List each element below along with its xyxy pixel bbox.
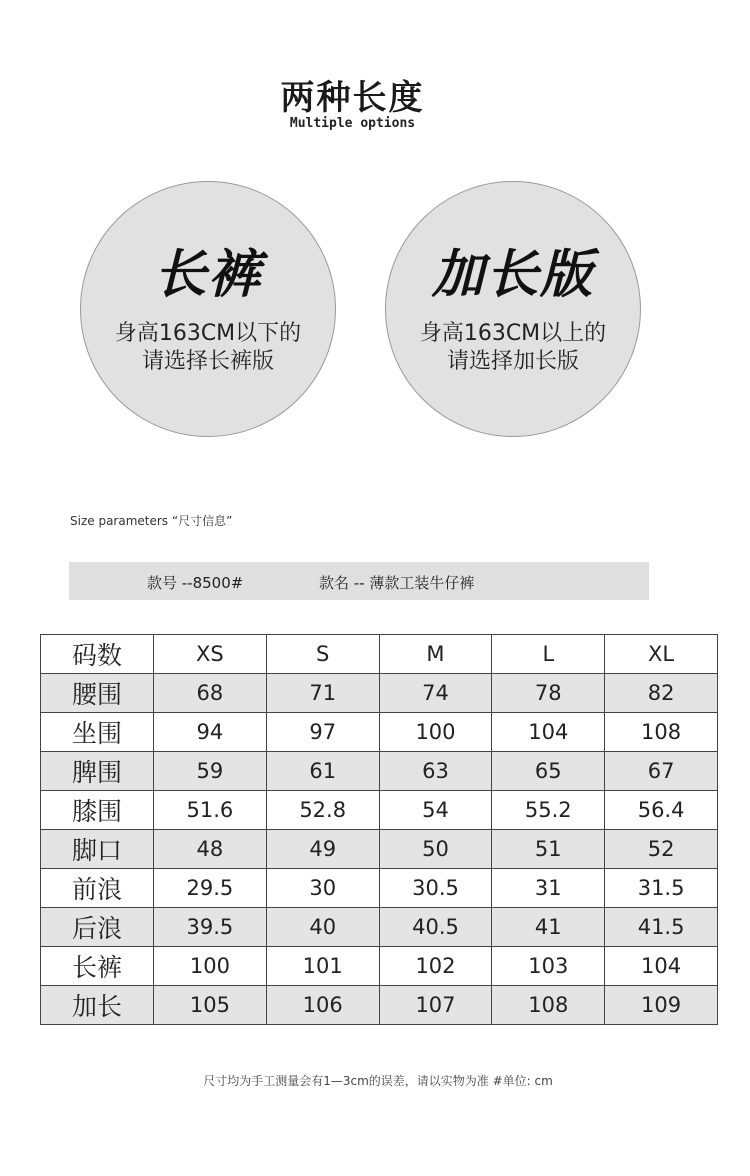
option-advice: 请选择加长版: [446, 349, 579, 374]
measurement-cell: 65: [492, 752, 605, 791]
measurement-cell: 52.8: [266, 791, 379, 830]
measurement-cell: 30.5: [379, 869, 492, 908]
measurement-cell: 31: [492, 869, 605, 908]
measurement-cell: 63: [379, 752, 492, 791]
measurement-cell: 51.6: [154, 791, 267, 830]
table-row: [41, 947, 718, 986]
row-label-cell: 长裤: [41, 947, 154, 986]
row-label-cell: 后浪: [41, 908, 154, 947]
measurement-cell: 100: [379, 713, 492, 752]
measurement-cell: 31.5: [605, 869, 718, 908]
row-label-cell: 腰围: [41, 674, 154, 713]
style-info-bar: [69, 562, 649, 600]
measurement-cell: 61: [266, 752, 379, 791]
measurement-cell: 108: [492, 986, 605, 1025]
measurement-cell: 101: [266, 947, 379, 986]
measurement-cell: 59: [154, 752, 267, 791]
measurement-cell: 41: [492, 908, 605, 947]
measurement-cell: 82: [605, 674, 718, 713]
measurement-cell: 54: [379, 791, 492, 830]
row-label-cell: 加长: [41, 986, 154, 1025]
measurement-cell: 74: [379, 674, 492, 713]
measurement-cell: 100: [154, 947, 267, 986]
size-table: [40, 634, 718, 1025]
measurement-cell: 51: [492, 830, 605, 869]
table-row: [41, 830, 718, 869]
option-title: 长裤: [153, 245, 262, 305]
measurement-cell: 30: [266, 869, 379, 908]
option-circle-regular: [80, 181, 336, 437]
measurement-cell: 97: [266, 713, 379, 752]
measurement-cell: 107: [379, 986, 492, 1025]
size-parameters-label: Size parameters “尺寸信息”: [70, 514, 233, 528]
table-row: [41, 713, 718, 752]
page-subtitle: Multiple options: [289, 116, 416, 131]
measurement-cell: 67: [605, 752, 718, 791]
measurement-cell: 71: [266, 674, 379, 713]
measurement-cell: 56.4: [605, 791, 718, 830]
measurement-cell: 103: [492, 947, 605, 986]
measurement-cell: 52: [605, 830, 718, 869]
option-title: 加长版: [431, 245, 594, 305]
table-header-row: [41, 635, 718, 674]
size-header-cell: XL: [605, 635, 718, 674]
size-header-cell: L: [492, 635, 605, 674]
style-name: 款名 -- 薄款工装牛仔裤: [319, 574, 475, 592]
measurement-cell: 39.5: [154, 908, 267, 947]
table-row: [41, 752, 718, 791]
measurement-footnote: 尺寸均为手工测量会有1—3cm的误差，请以实物为准 #单位: cm: [203, 1074, 553, 1088]
measurement-cell: 94: [154, 713, 267, 752]
size-header-cell: S: [266, 635, 379, 674]
row-label-cell: 码数: [41, 635, 154, 674]
row-label-cell: 脚口: [41, 830, 154, 869]
option-advice: 请选择长裤版: [141, 349, 274, 374]
table-row: [41, 986, 718, 1025]
measurement-cell: 78: [492, 674, 605, 713]
option-circle-long: [385, 181, 641, 437]
option-condition: 身高163CM以下的: [114, 321, 302, 346]
measurement-cell: 40: [266, 908, 379, 947]
table-row: [41, 791, 718, 830]
measurement-cell: 48: [154, 830, 267, 869]
size-header-cell: M: [379, 635, 492, 674]
page-title: 两种长度: [280, 78, 425, 118]
option-condition: 身高163CM以上的: [419, 321, 607, 346]
size-header-cell: XS: [154, 635, 267, 674]
table-row: [41, 674, 718, 713]
measurement-cell: 102: [379, 947, 492, 986]
measurement-cell: 105: [154, 986, 267, 1025]
measurement-cell: 41.5: [605, 908, 718, 947]
table-row: [41, 908, 718, 947]
measurement-cell: 104: [492, 713, 605, 752]
row-label-cell: 脾围: [41, 752, 154, 791]
measurement-cell: 49: [266, 830, 379, 869]
measurement-cell: 108: [605, 713, 718, 752]
measurement-cell: 29.5: [154, 869, 267, 908]
measurement-cell: 109: [605, 986, 718, 1025]
measurement-cell: 104: [605, 947, 718, 986]
measurement-cell: 68: [154, 674, 267, 713]
row-label-cell: 膝围: [41, 791, 154, 830]
row-label-cell: 前浪: [41, 869, 154, 908]
measurement-cell: 50: [379, 830, 492, 869]
measurement-cell: 106: [266, 986, 379, 1025]
measurement-cell: 40.5: [379, 908, 492, 947]
row-label-cell: 坐围: [41, 713, 154, 752]
table-row: [41, 869, 718, 908]
measurement-cell: 55.2: [492, 791, 605, 830]
style-number: 款号 --8500#: [147, 574, 244, 592]
